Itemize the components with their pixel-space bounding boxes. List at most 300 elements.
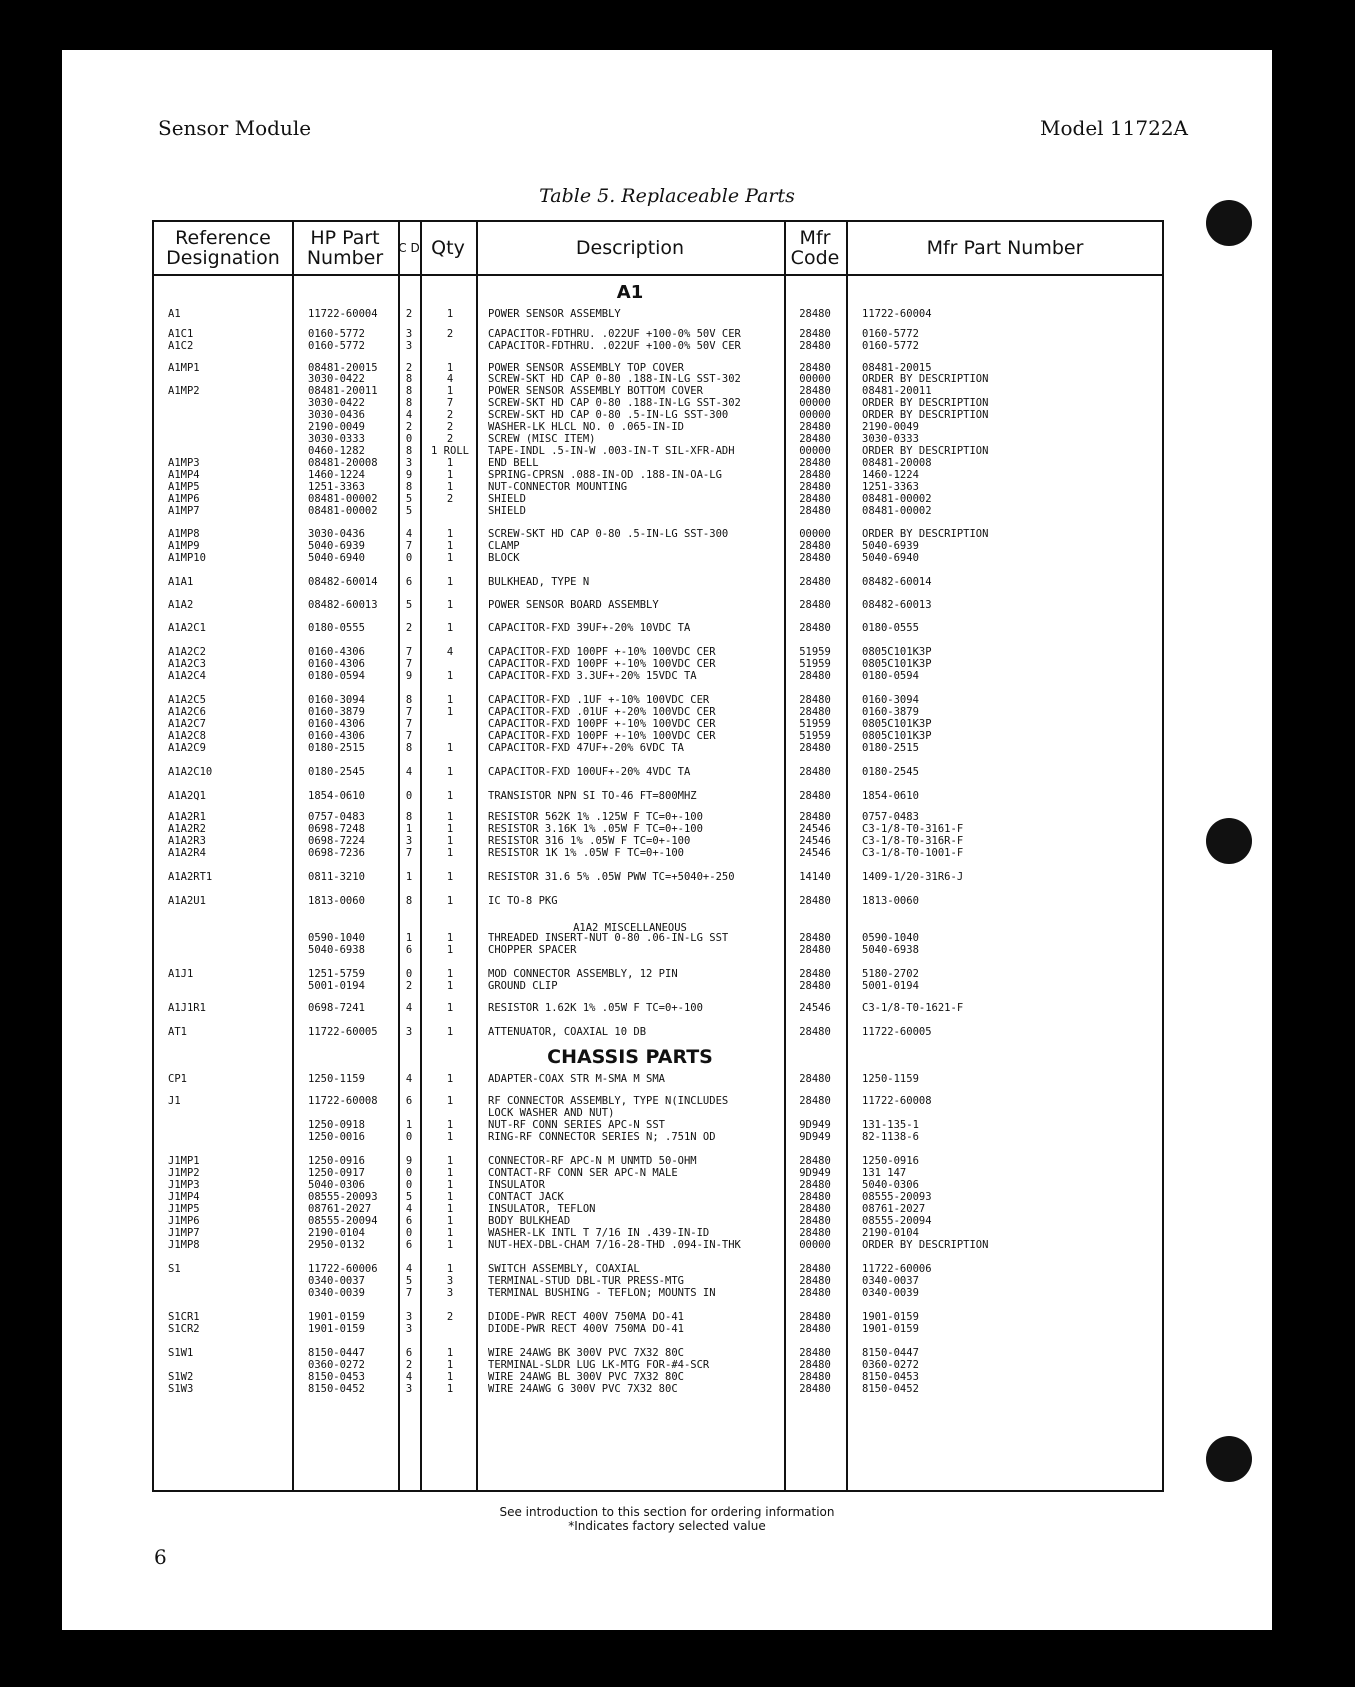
cell-cd-digit: 8 xyxy=(405,385,413,397)
cell-hp-part-number: 3030-0436 xyxy=(308,528,365,540)
cell-mfr-part-number: 1251-3363 xyxy=(862,481,919,493)
cell-mfr-part-number: C3-1/8-T0-1621-F xyxy=(862,1002,964,1014)
cell-cd-digit: 6 xyxy=(405,1215,413,1227)
cell-qty: 3 xyxy=(446,1275,454,1287)
cell-hp-part-number: 8150-0453 xyxy=(308,1371,365,1383)
cell-cd-digit: 7 xyxy=(405,718,413,730)
cell-description: RESISTOR 1K 1% .05W F TC=0+-100 xyxy=(488,847,684,859)
cell-cd-digit: 4 xyxy=(405,1263,413,1275)
cell-qty: 2 xyxy=(446,421,454,433)
cell-cd-digit: 1 xyxy=(405,823,413,835)
header-description: Description xyxy=(575,237,685,259)
cell-mfr-part-number: 0160-3094 xyxy=(862,694,919,706)
cell-qty: 1 xyxy=(446,469,454,481)
cell-mfr-part-number: ORDER BY DESCRIPTION xyxy=(862,445,989,457)
cell-ref-designation: A1A2R3 xyxy=(168,835,206,847)
cell-description: SPRING-CPRSN .088-IN-OD .188-IN-OA-LG xyxy=(488,469,722,481)
cell-qty: 1 xyxy=(446,847,454,859)
cell-hp-part-number: 3030-0436 xyxy=(308,409,365,421)
cell-description: SHIELD xyxy=(488,493,526,505)
cell-mfr-code: 28480 xyxy=(799,576,831,588)
cell-mfr-code: 28480 xyxy=(799,1215,831,1227)
cell-hp-part-number: 1251-5759 xyxy=(308,968,365,980)
cell-mfr-part-number: 0805C101K3P xyxy=(862,718,932,730)
table-row xyxy=(154,340,1162,353)
cell-description: CAPACITOR-FXD 100PF +-10% 100VDC CER xyxy=(488,718,716,730)
cell-cd-digit: 0 xyxy=(405,1131,413,1143)
cell-hp-part-number: 1250-0016 xyxy=(308,1131,365,1143)
cell-description: TERMINAL BUSHING - TEFLON; MOUNTS IN xyxy=(488,1287,716,1299)
cell-description: WIRE 24AWG BL 300V PVC 7X32 80C xyxy=(488,1371,684,1383)
cell-hp-part-number: 11722-60006 xyxy=(308,1263,378,1275)
cell-mfr-code: 28480 xyxy=(799,481,831,493)
cell-hp-part-number: 0698-7241 xyxy=(308,1002,365,1014)
cell-mfr-part-number: 5180-2702 xyxy=(862,968,919,980)
cell-mfr-part-number: 8150-0452 xyxy=(862,1383,919,1395)
cell-mfr-part-number: 8150-0447 xyxy=(862,1347,919,1359)
cell-mfr-part-number: 0160-5772 xyxy=(862,340,919,352)
cell-description: RESISTOR 3.16K 1% .05W F TC=0+-100 xyxy=(488,823,703,835)
cell-qty: 1 xyxy=(446,790,454,802)
cell-mfr-part-number: 1409-1/20-31R6-J xyxy=(862,871,964,883)
cell-hp-part-number: 08761-2027 xyxy=(308,1203,372,1215)
cell-cd-digit: 1 xyxy=(405,1119,413,1131)
cell-description: POWER SENSOR ASSEMBLY xyxy=(488,308,621,320)
cell-qty: 1 xyxy=(446,1155,454,1167)
cell-description: CLAMP xyxy=(488,540,520,552)
cell-mfr-part-number: 08555-20094 xyxy=(862,1215,932,1227)
cell-description: POWER SENSOR ASSEMBLY BOTTOM COVER xyxy=(488,385,703,397)
cell-cd-digit: 7 xyxy=(405,706,413,718)
cell-mfr-part-number: 1250-1159 xyxy=(862,1073,919,1085)
cell-mfr-part-number: C3-1/8-T0-1001-F xyxy=(862,847,964,859)
cell-cd-digit: 0 xyxy=(405,968,413,980)
cell-mfr-part-number: 8150-0453 xyxy=(862,1371,919,1383)
cell-mfr-code: 28480 xyxy=(799,505,831,517)
header-hp-part-number: HP Part Number xyxy=(306,227,384,269)
cell-mfr-code: 28480 xyxy=(799,1191,831,1203)
cell-description: MOD CONNECTOR ASSEMBLY, 12 PIN xyxy=(488,968,678,980)
cell-ref-designation: AT1 xyxy=(168,1026,187,1038)
cell-qty: 1 xyxy=(446,670,454,682)
cell-ref-designation: A1A2C5 xyxy=(168,694,206,706)
cell-mfr-code: 28480 xyxy=(799,340,831,352)
cell-hp-part-number: 0160-3879 xyxy=(308,706,365,718)
cell-description: CAPACITOR-FXD .01UF +-20% 100VDC CER xyxy=(488,706,716,718)
cell-cd-digit: 8 xyxy=(405,373,413,385)
cell-ref-designation: J1 xyxy=(168,1095,181,1107)
cell-mfr-part-number: 131-135-1 xyxy=(862,1119,919,1131)
cell-cd-digit: 2 xyxy=(405,1359,413,1371)
cell-description: BODY BULKHEAD xyxy=(488,1215,571,1227)
cell-hp-part-number: 1250-1159 xyxy=(308,1073,365,1085)
cell-cd-digit: 0 xyxy=(405,1179,413,1191)
cell-qty: 1 xyxy=(446,1002,454,1014)
cell-description: CHOPPER SPACER xyxy=(488,944,577,956)
cell-qty: 1 xyxy=(446,1026,454,1038)
cell-hp-part-number: 5040-6940 xyxy=(308,552,365,564)
cell-mfr-code: 28480 xyxy=(799,469,831,481)
cell-cd-digit: 3 xyxy=(405,457,413,469)
cell-qty: 1 xyxy=(446,1167,454,1179)
cell-qty: 1 xyxy=(446,706,454,718)
cell-description: SCREW-SKT HD CAP 0-80 .188-IN-LG SST-302 xyxy=(488,373,741,385)
cell-description: RESISTOR 562K 1% .125W F TC=0+-100 xyxy=(488,811,703,823)
cell-mfr-code: 28480 xyxy=(799,622,831,634)
cell-description: SCREW-SKT HD CAP 0-80 .5-IN-LG SST-300 xyxy=(488,409,729,421)
cell-mfr-part-number: 82-1138-6 xyxy=(862,1131,919,1143)
cell-description: CAPACITOR-FXD 39UF+-20% 10VDC TA xyxy=(488,622,691,634)
cell-hp-part-number: 08481-20011 xyxy=(308,385,378,397)
cell-ref-designation: A1A2C7 xyxy=(168,718,206,730)
cell-mfr-part-number: 0340-0037 xyxy=(862,1275,919,1287)
cell-mfr-code: 28480 xyxy=(799,540,831,552)
cell-ref-designation: A1A2C9 xyxy=(168,742,206,754)
table-row xyxy=(154,895,1162,908)
cell-cd-digit: 3 xyxy=(405,1383,413,1395)
cell-ref-designation: A1A2U1 xyxy=(168,895,206,907)
cell-mfr-code: 28480 xyxy=(799,1371,831,1383)
cell-mfr-part-number: 08482-60014 xyxy=(862,576,932,588)
cell-description: RF CONNECTOR ASSEMBLY, TYPE N(INCLUDES xyxy=(488,1095,729,1107)
cell-mfr-part-number: 0340-0039 xyxy=(862,1287,919,1299)
cell-mfr-code: 00000 xyxy=(799,373,831,385)
cell-ref-designation: A1MP3 xyxy=(168,457,200,469)
punch-hole xyxy=(1206,818,1252,864)
cell-mfr-code: 28480 xyxy=(799,1347,831,1359)
cell-ref-designation: A1A2C10 xyxy=(168,766,213,778)
cell-hp-part-number: 5040-6939 xyxy=(308,540,365,552)
table-row xyxy=(154,790,1162,803)
cell-hp-part-number: 0160-4306 xyxy=(308,730,365,742)
cell-mfr-code: 28480 xyxy=(799,766,831,778)
cell-cd-digit: 2 xyxy=(405,622,413,634)
cell-hp-part-number: 0590-1040 xyxy=(308,932,365,944)
cell-hp-part-number: 0160-4306 xyxy=(308,658,365,670)
cell-description: BULKHEAD, TYPE N xyxy=(488,576,590,588)
cell-cd-digit: 4 xyxy=(405,1371,413,1383)
cell-description: CONTACT JACK xyxy=(488,1191,564,1203)
table-row xyxy=(154,670,1162,683)
cell-mfr-code: 00000 xyxy=(799,528,831,540)
cell-mfr-part-number: 11722-60004 xyxy=(862,308,932,320)
cell-cd-digit: 7 xyxy=(405,847,413,859)
cell-hp-part-number: 1901-0159 xyxy=(308,1311,365,1323)
cell-qty: 1 xyxy=(446,385,454,397)
cell-mfr-code: 00000 xyxy=(799,1239,831,1251)
cell-hp-part-number: 3030-0422 xyxy=(308,373,365,385)
cell-qty: 1 xyxy=(446,1227,454,1239)
table-row xyxy=(154,1287,1162,1300)
cell-mfr-part-number: 11722-60005 xyxy=(862,1026,932,1038)
cell-description: IC TO-8 PKG xyxy=(488,895,558,907)
cell-ref-designation: S1 xyxy=(168,1263,181,1275)
cell-mfr-part-number: 08555-20093 xyxy=(862,1191,932,1203)
cell-hp-part-number: 0698-7236 xyxy=(308,847,365,859)
cell-mfr-part-number: 5001-0194 xyxy=(862,980,919,992)
cell-qty: 1 xyxy=(446,895,454,907)
cell-qty: 1 xyxy=(446,1095,454,1107)
cell-description: NUT-HEX-DBL-CHAM 7/16-28-THD .094-IN-THK xyxy=(488,1239,741,1251)
cell-ref-designation: A1A2C8 xyxy=(168,730,206,742)
cell-mfr-part-number: ORDER BY DESCRIPTION xyxy=(862,373,989,385)
cell-qty: 1 xyxy=(446,1131,454,1143)
cell-mfr-part-number: 0180-0555 xyxy=(862,622,919,634)
cell-ref-designation: A1A2R4 xyxy=(168,847,206,859)
cell-qty: 1 xyxy=(446,932,454,944)
cell-ref-designation: J1MP1 xyxy=(168,1155,200,1167)
cell-cd-digit: 3 xyxy=(405,835,413,847)
cell-mfr-part-number: 1460-1224 xyxy=(862,469,919,481)
cell-mfr-code: 28480 xyxy=(799,742,831,754)
cell-qty: 1 xyxy=(446,1383,454,1395)
cell-mfr-code: 28480 xyxy=(799,1323,831,1335)
cell-cd-digit: 8 xyxy=(405,694,413,706)
cell-hp-part-number: 1813-0060 xyxy=(308,895,365,907)
cell-mfr-part-number: C3-1/8-T0-3161-F xyxy=(862,823,964,835)
cell-ref-designation: A1A2C1 xyxy=(168,622,206,634)
cell-description: SCREW-SKT HD CAP 0-80 .5-IN-LG SST-300 xyxy=(488,528,729,540)
table-row xyxy=(154,1383,1162,1396)
cell-mfr-code: 28480 xyxy=(799,457,831,469)
cell-cd-digit: 3 xyxy=(405,1323,413,1335)
cell-hp-part-number: 08481-20015 xyxy=(308,362,378,374)
cell-hp-part-number: 08481-00002 xyxy=(308,505,378,517)
cell-qty: 4 xyxy=(446,646,454,658)
cell-description: WASHER-LK INTL T 7/16 IN .439-IN-ID xyxy=(488,1227,710,1239)
header-qty: Qty xyxy=(431,237,465,259)
cell-mfr-code: 28480 xyxy=(799,385,831,397)
table-row xyxy=(154,1239,1162,1252)
cell-hp-part-number: 0180-0594 xyxy=(308,670,365,682)
cell-description: INSULATOR, TEFLON xyxy=(488,1203,596,1215)
cell-cd-digit: 0 xyxy=(405,1167,413,1179)
table-row xyxy=(154,1323,1162,1336)
cell-mfr-code: 28480 xyxy=(799,1155,831,1167)
cell-mfr-code: 28480 xyxy=(799,968,831,980)
cell-hp-part-number: 0698-7248 xyxy=(308,823,365,835)
cell-hp-part-number: 1901-0159 xyxy=(308,1323,365,1335)
cell-cd-digit: 5 xyxy=(405,505,413,517)
cell-mfr-part-number: 1250-0916 xyxy=(862,1155,919,1167)
cell-description: CONNECTOR-RF APC-N M UNMTD 50-OHM xyxy=(488,1155,697,1167)
cell-ref-designation: J1MP5 xyxy=(168,1203,200,1215)
cell-cd-digit: 4 xyxy=(405,409,413,421)
cell-description: TRANSISTOR NPN SI TO-46 FT=800MHZ xyxy=(488,790,697,802)
cell-cd-digit: 4 xyxy=(405,1002,413,1014)
cell-qty: 1 xyxy=(446,742,454,754)
table-row xyxy=(154,980,1162,993)
cell-mfr-part-number: 3030-0333 xyxy=(862,433,919,445)
cell-mfr-code: 51959 xyxy=(799,718,831,730)
cell-description: LOCK WASHER AND NUT) xyxy=(488,1107,615,1119)
cell-mfr-part-number: 1901-0159 xyxy=(862,1323,919,1335)
cell-cd-digit: 1 xyxy=(405,871,413,883)
cell-hp-part-number: 1250-0917 xyxy=(308,1167,365,1179)
cell-description: POWER SENSOR BOARD ASSEMBLY xyxy=(488,599,659,611)
cell-mfr-code: 00000 xyxy=(799,409,831,421)
table-row xyxy=(154,505,1162,518)
cell-qty: 2 xyxy=(446,493,454,505)
cell-mfr-code: 28480 xyxy=(799,1227,831,1239)
cell-hp-part-number: 08481-00002 xyxy=(308,493,378,505)
cell-description: CAPACITOR-FXD 100PF +-10% 100VDC CER xyxy=(488,646,716,658)
cell-mfr-code: 28480 xyxy=(799,1311,831,1323)
cell-hp-part-number: 8150-0447 xyxy=(308,1347,365,1359)
cell-qty: 2 xyxy=(446,409,454,421)
cell-ref-designation: A1C2 xyxy=(168,340,194,352)
cell-description: DIODE-PWR RECT 400V 750MA DO-41 xyxy=(488,1323,684,1335)
cell-mfr-code: 9D949 xyxy=(799,1131,831,1143)
cell-mfr-part-number: 08481-00002 xyxy=(862,505,932,517)
cell-mfr-code: 28480 xyxy=(799,362,831,374)
cell-cd-digit: 2 xyxy=(405,362,413,374)
cell-mfr-code: 51959 xyxy=(799,730,831,742)
cell-qty: 1 xyxy=(446,1239,454,1251)
cell-qty: 3 xyxy=(446,1287,454,1299)
footnote-ordering: See introduction to this section for ordering information xyxy=(499,1505,835,1519)
cell-description: BLOCK xyxy=(488,552,520,564)
cell-cd-digit: 6 xyxy=(405,1095,413,1107)
cell-qty: 1 xyxy=(446,528,454,540)
cell-qty: 7 xyxy=(446,397,454,409)
cell-hp-part-number: 0460-1282 xyxy=(308,445,365,457)
header-reference-designation: Reference Designation xyxy=(166,227,280,269)
cell-mfr-part-number: 11722-60006 xyxy=(862,1263,932,1275)
cell-hp-part-number: 3030-0422 xyxy=(308,397,365,409)
cell-ref-designation: A1MP10 xyxy=(168,552,206,564)
cell-hp-part-number: 2190-0104 xyxy=(308,1227,365,1239)
cell-mfr-part-number: 2190-0104 xyxy=(862,1227,919,1239)
cell-mfr-part-number: C3-1/8-T0-316R-F xyxy=(862,835,964,847)
cell-mfr-code: 28480 xyxy=(799,895,831,907)
cell-mfr-code: 28480 xyxy=(799,328,831,340)
cell-ref-designation: A1MP4 xyxy=(168,469,200,481)
cell-mfr-code: 28480 xyxy=(799,493,831,505)
table-row xyxy=(154,847,1162,860)
cell-ref-designation: A1J1 xyxy=(168,968,194,980)
cell-hp-part-number: 08555-20093 xyxy=(308,1191,378,1203)
cell-description: CAPACITOR-FXD .1UF +-10% 100VDC CER xyxy=(488,694,710,706)
cell-qty: 1 xyxy=(446,811,454,823)
cell-mfr-part-number: ORDER BY DESCRIPTION xyxy=(862,397,989,409)
cell-hp-part-number: 1854-0610 xyxy=(308,790,365,802)
cell-cd-digit: 4 xyxy=(405,528,413,540)
cell-ref-designation: A1A2C2 xyxy=(168,646,206,658)
cell-mfr-code: 28480 xyxy=(799,421,831,433)
cell-description: CAPACITOR-FDTHRU. .022UF +100-0% 50V CER xyxy=(488,328,741,340)
table-row xyxy=(154,308,1162,321)
cell-ref-designation: A1A2R1 xyxy=(168,811,206,823)
cell-qty: 2 xyxy=(446,433,454,445)
cell-description: CAPACITOR-FXD 100UF+-20% 4VDC TA xyxy=(488,766,691,778)
cell-mfr-code: 28480 xyxy=(799,811,831,823)
cell-description: SHIELD xyxy=(488,505,526,517)
cell-mfr-part-number: 5040-6939 xyxy=(862,540,919,552)
cell-cd-digit: 0 xyxy=(405,1227,413,1239)
cell-hp-part-number: 08482-60014 xyxy=(308,576,378,588)
cell-mfr-part-number: 08481-20015 xyxy=(862,362,932,374)
table-row xyxy=(154,1002,1162,1015)
cell-mfr-code: 28480 xyxy=(799,308,831,320)
cell-hp-part-number: 0160-4306 xyxy=(308,718,365,730)
cell-hp-part-number: 5040-0306 xyxy=(308,1179,365,1191)
cell-qty: 1 xyxy=(446,552,454,564)
cell-qty: 1 xyxy=(446,1371,454,1383)
cell-hp-part-number: 0698-7224 xyxy=(308,835,365,847)
cell-mfr-code: 28480 xyxy=(799,670,831,682)
cell-description: TERMINAL-SLDR LUG LK-MTG FOR-#4-SCR xyxy=(488,1359,710,1371)
cell-cd-digit: 7 xyxy=(405,658,413,670)
cell-cd-digit: 5 xyxy=(405,599,413,611)
cell-mfr-part-number: 11722-60008 xyxy=(862,1095,932,1107)
cell-ref-designation: J1MP7 xyxy=(168,1227,200,1239)
page-number: 6 xyxy=(154,1545,167,1569)
table-row xyxy=(154,599,1162,612)
cell-ref-designation: S1CR1 xyxy=(168,1311,200,1323)
cell-description: THREADED INSERT-NUT 0-80 .06-IN-LG SST xyxy=(488,932,729,944)
cell-mfr-part-number: 0590-1040 xyxy=(862,932,919,944)
cell-ref-designation: A1MP9 xyxy=(168,540,200,552)
cell-mfr-code: 28480 xyxy=(799,694,831,706)
cell-cd-digit: 4 xyxy=(405,766,413,778)
table-row xyxy=(154,552,1162,565)
cell-ref-designation: J1MP8 xyxy=(168,1239,200,1251)
cell-hp-part-number: 1250-0916 xyxy=(308,1155,365,1167)
cell-cd-digit: 0 xyxy=(405,552,413,564)
cell-ref-designation: A1A2C6 xyxy=(168,706,206,718)
cell-cd-digit: 7 xyxy=(405,646,413,658)
cell-description: CAPACITOR-FXD 47UF+-20% 6VDC TA xyxy=(488,742,684,754)
cell-mfr-part-number: 08481-20011 xyxy=(862,385,932,397)
header-cd: C D xyxy=(398,240,420,255)
cell-description: ATTENUATOR, COAXIAL 10 DB xyxy=(488,1026,647,1038)
cell-hp-part-number: 08481-20008 xyxy=(308,457,378,469)
cell-mfr-part-number: ORDER BY DESCRIPTION xyxy=(862,409,989,421)
cell-cd-digit: 4 xyxy=(405,1203,413,1215)
cell-mfr-code: 28480 xyxy=(799,1263,831,1275)
cell-mfr-code: 28480 xyxy=(799,1026,831,1038)
cell-mfr-part-number: 5040-0306 xyxy=(862,1179,919,1191)
table-caption: Table 5. Replaceable Parts xyxy=(539,185,795,207)
cell-mfr-code: 28480 xyxy=(799,1275,831,1287)
cell-cd-digit: 2 xyxy=(405,308,413,320)
cell-hp-part-number: 0811-3210 xyxy=(308,871,365,883)
document-page xyxy=(62,50,1272,1630)
cell-ref-designation: J1MP4 xyxy=(168,1191,200,1203)
cell-cd-digit: 9 xyxy=(405,469,413,481)
cell-description: CAPACITOR-FXD 100PF +-10% 100VDC CER xyxy=(488,730,716,742)
section-heading-chassis: CHASSIS PARTS xyxy=(547,1046,713,1068)
cell-qty: 1 xyxy=(446,622,454,634)
cell-qty: 4 xyxy=(446,373,454,385)
cell-description: INSULATOR xyxy=(488,1179,545,1191)
cell-ref-designation: A1MP7 xyxy=(168,505,200,517)
cell-qty: 1 xyxy=(446,576,454,588)
cell-ref-designation: A1C1 xyxy=(168,328,194,340)
cell-cd-digit: 2 xyxy=(405,980,413,992)
cell-mfr-part-number: ORDER BY DESCRIPTION xyxy=(862,528,989,540)
cell-qty: 1 xyxy=(446,1179,454,1191)
cell-cd-digit: 8 xyxy=(405,445,413,457)
cell-qty: 1 xyxy=(446,1347,454,1359)
cell-qty: 1 xyxy=(446,694,454,706)
cell-hp-part-number: 2190-0049 xyxy=(308,421,365,433)
cell-hp-part-number: 08555-20094 xyxy=(308,1215,378,1227)
cell-qty: 1 xyxy=(446,823,454,835)
cell-description: END BELL xyxy=(488,457,539,469)
cell-ref-designation: A1MP6 xyxy=(168,493,200,505)
